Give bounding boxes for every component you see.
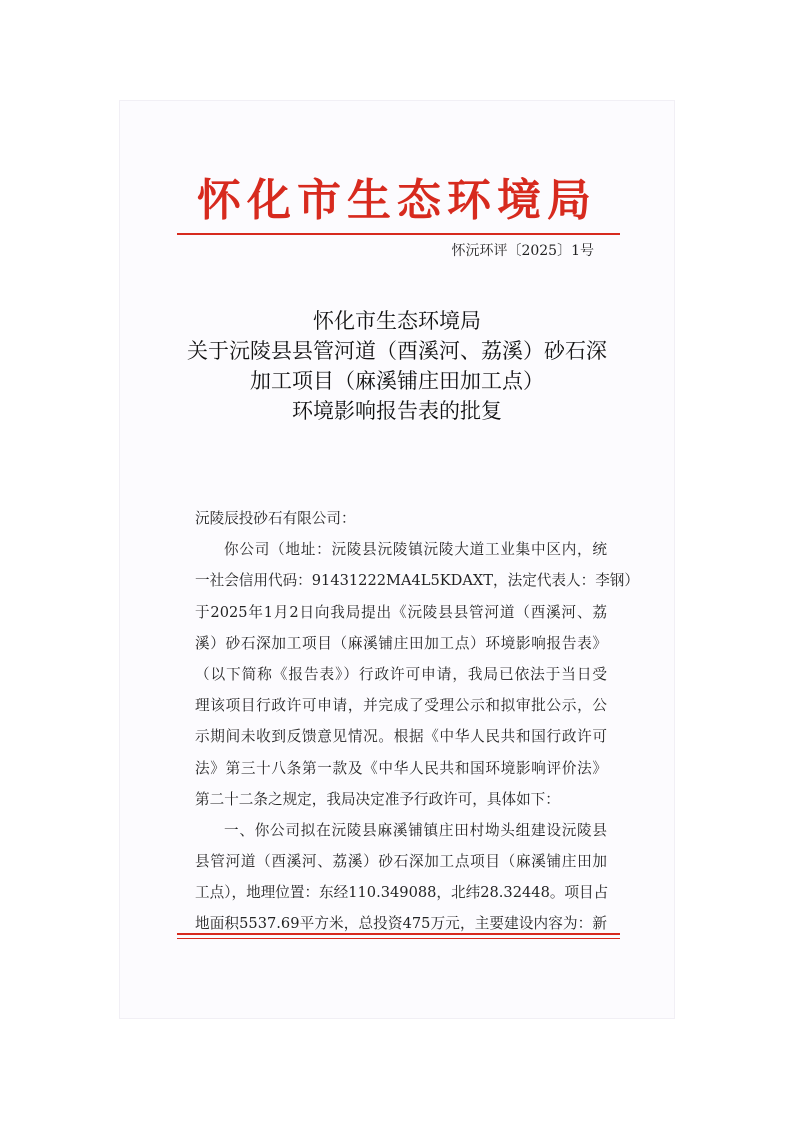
document-body bbox=[195, 503, 639, 940]
title-line-4: 环境影响报告表的批复 bbox=[292, 399, 502, 423]
body-line: 第二十二条之规定，我局决定准予行政许可，具体如下： bbox=[195, 790, 560, 808]
body-line: 你公司（地址：沅陵县沅陵镇沅陵大道工业集中区内，统 bbox=[224, 541, 607, 559]
body-line: 一、你公司拟在沅陵县麻溪铺镇庄田村坳头组建设沅陵县 bbox=[224, 821, 607, 839]
body-line: 地面积5537.69平方米，总投资475万元，主要建设内容为：新 bbox=[195, 915, 607, 933]
body-line: （以下简称《报告表》）行政许可申请，我局已依法于当日受 bbox=[195, 665, 607, 683]
body-line: 法》第三十八条第一款及《中华人民共和国环境影响评价法》 bbox=[195, 759, 607, 777]
addressee: 沅陵辰投砂石有限公司： bbox=[195, 510, 356, 527]
title-line-2: 关于沅陵县县管河道（酉溪河、荔溪）砂石深 bbox=[187, 339, 607, 363]
body-line: 工点），地理位置：东经110.349088，北纬28.32448。项目占 bbox=[195, 884, 609, 902]
body-line: 县管河道（酉溪河、荔溪）砂石深加工点项目（麻溪铺庄田加 bbox=[195, 853, 607, 871]
footer-rule-upper bbox=[177, 933, 620, 935]
body-line: 示期间未收到反馈意见情况。根据《中华人民共和国行政许可 bbox=[195, 728, 607, 746]
title-line-3: 加工项目（麻溪铺庄田加工点） bbox=[250, 369, 544, 393]
letterhead-title: 怀化市生态环境局 bbox=[197, 175, 597, 226]
body-line: 溪）砂石深加工项目（麻溪铺庄田加工点）环境影响报告表》 bbox=[195, 634, 607, 652]
scanned-document-page bbox=[120, 101, 674, 1018]
title-line-1: 怀化市生态环境局 bbox=[313, 309, 481, 333]
footer-rule-lower bbox=[177, 938, 620, 939]
document-number: 怀沅环评〔2025〕1号 bbox=[451, 243, 594, 259]
body-line: 于2025年1月2日向我局提出《沅陵县县管河道（酉溪河、荔 bbox=[195, 603, 607, 621]
document-title bbox=[120, 306, 674, 426]
letterhead-rule-top bbox=[177, 233, 620, 235]
body-line: 一社会信用代码：91431222MA4L5KDAXT，法定代表人：李钢） bbox=[195, 572, 639, 590]
body-line: 理该项目行政许可申请，并完成了受理公示和拟审批公示，公 bbox=[195, 697, 607, 715]
